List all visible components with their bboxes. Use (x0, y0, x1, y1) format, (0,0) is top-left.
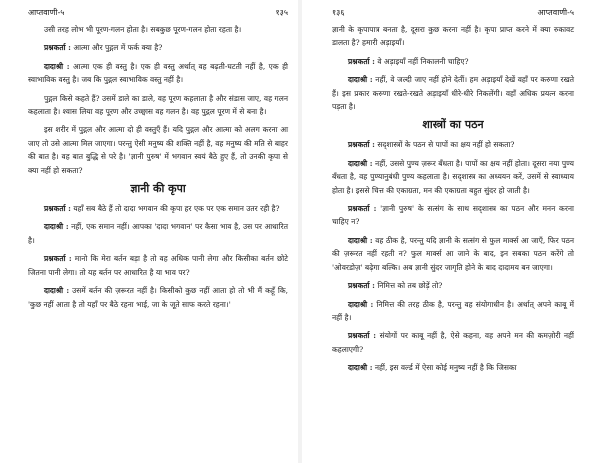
paragraph (28, 202, 288, 215)
left-body (28, 23, 288, 311)
speaker-label: दादाश्री : (44, 222, 69, 232)
paragraph (28, 284, 288, 311)
paragraph (28, 252, 288, 279)
speaker-label: दादाश्री : (44, 286, 70, 296)
paragraph-text: नहीं, एक समान नहीं। आपका 'दादा भगवान' पर कैसा भाव है, उस पर आधारित है। (28, 222, 288, 245)
paragraph (28, 123, 288, 177)
speaker-label: दादाश्री : (348, 299, 374, 309)
paragraph-text: आत्मा एक ही वस्तु है। एक ही वस्तु अर्थात् वह बढ़ती-घटती नहीं है, एक ही स्वाभाविक वस्तु है। जब कि पुद्गल स्वाभाविक वस्तु नहीं है। (28, 61, 288, 85)
paragraph (28, 23, 288, 36)
left-page (0, 0, 298, 463)
paragraph-text: निमित्त की तरह ठीक है, परन्तु वह संयोगाधीन है। अर्थात् अपने काबू में नहीं है। (332, 299, 574, 322)
right-page-header (332, 6, 574, 19)
paragraph (332, 234, 574, 274)
paragraph (332, 157, 574, 197)
speaker-label: प्रश्नकर्ता : (348, 140, 375, 150)
right-page-number: १३६ (332, 8, 345, 17)
paragraph-text: ज्ञानी के कृपापात्र बनता है, दूसरा कुछ करना नहीं है। कृपा प्राप्त करने में क्या रुकावट डालता है? हमारी अड़ाइयाँ। (332, 25, 574, 48)
paragraph (332, 202, 574, 229)
left-page-number: १३५ (275, 8, 288, 17)
speaker-label: प्रश्नकर्ता : (44, 204, 71, 214)
paragraph (28, 60, 288, 87)
speaker-label: दादाश्री : (348, 75, 373, 85)
paragraph-text: आत्मा और पुद्गल में फर्क क्या है? (70, 43, 163, 53)
paragraph-text: संयोगों पर काबू नहीं है, ऐसे कहना, वह अपने मन की कमज़ोरी नहीं कहलाएगी? (332, 331, 574, 354)
speaker-label: दादाश्री : (44, 61, 70, 71)
speaker-label: दादाश्री : (348, 158, 373, 168)
speaker-label: प्रश्नकर्ता : (348, 56, 375, 66)
speaker-label: प्रश्नकर्ता : (44, 254, 72, 264)
paragraph-text: इस शरीर में पुद्गल और आत्मा दो ही वस्तुएँ हैं। यदि पुद्गल और आत्मा को अलग करना आ जाए तो उसे आत्मा मिल जाएगा। परन्तु ऐसी मनुष्य की शक्ति नहीं है, वह मनुष्य की मति से बाहर की बात है। वह बात बुद्धि से परे है। 'ज्ञानी पुरुष' में भगवान स्वयं बैठे हुए हैं, तो उनकी कृपा से क्या नहीं हो सकता? (28, 125, 288, 175)
paragraph-text: वह ठीक है, परन्तु यदि ज्ञानी के सत्संग से फुल मार्क्स आ जाएँ, फिर पठन की ज़रूरत नहीं रहती न? फुल मार्क्स आ जाने के बाद, इन सबका पठन करेंगे तो 'ओवरडोज़' बढ़ेगा बल्कि। अब ज्ञानी सुंदर जागृति होने के बाद दादामय बन जाएगा। (332, 235, 575, 272)
paragraph-text: पुद्गल किसे कहते हैं? उसमें डाले का डाले, वह पूरण कहलाता है और संडास जाए, वह गलन कहलाता है। श्वास लिया वह पूरण और उच्छ्वास वह गलन है। वह पुद्गल पूरण में से बना है। (28, 93, 288, 117)
paragraph-text: नहीं, इस वर्ल्ड में ऐसा कोई मनुष्य नहीं है कि जिसका (372, 363, 517, 373)
speaker-label: दादाश्री : (348, 235, 373, 245)
paragraph (332, 279, 574, 292)
paragraph (332, 298, 574, 325)
speaker-label: दादाश्री : (348, 363, 373, 373)
paragraph-text: निमित्त को तब छोड़ें तो? (374, 281, 443, 291)
paragraph (28, 92, 288, 119)
speaker-label: प्रश्नकर्ता : (348, 204, 377, 214)
paragraph (28, 220, 288, 247)
paragraph-text: सद्शास्त्रों के पठन से पापों का क्षय नहीं हो सकता? (374, 140, 515, 150)
right-body (332, 23, 574, 375)
paragraph-text: वे अड़ाइयाँ नहीं निकालनी चाहिए? (374, 56, 469, 66)
left-page-header (28, 6, 288, 19)
paragraph-text: 'ज्ञानी पुरुष' के सत्संग के साथ सद्शास्त्र का पठन और मनन करना चाहिए न? (332, 204, 574, 227)
paragraph-text: यहाँ सब बैठे हैं तो दादा भगवान की कृपा हर एक पर एक समान उतर रही है? (70, 204, 280, 214)
paragraph-text: नहीं, उससे पुण्य ज़रूर बँधता है। पापों का क्षय नहीं होता। दूसरा नया पुण्य बँधता है, वह पुण्यानुबंधी पुण्य कहलाता है। सद्शास्त्र का अध्ययन करें, उसमें से स्वाध्याय होता है। इससे चित्त की एकाग्रता, मन की एकाग्रता बहुत सुंदर हो जाती है। (332, 158, 575, 195)
section-heading: ज्ञानी की कृपा (130, 182, 186, 196)
speaker-label: प्रश्नकर्ता : (348, 281, 375, 291)
paragraph (332, 138, 574, 151)
paragraph (332, 23, 574, 50)
speaker-label: प्रश्नकर्ता : (44, 43, 71, 53)
paragraph-text: मानो कि मेरा बर्तन बड़ा है तो वह अधिक पानी लेगा और किसीका बर्तन छोटे जितना पानी लेगा। तो यह बर्तन पर आधारित है या भाव पर? (28, 254, 288, 277)
paragraph-text: नहीं, वे जल्दी जाए नहीं होने देतीं। हम अड़ाइयाँ देखें वहाँ पर करुणा रखते हैं। इस प्रकार करुणा रखते-रखते अड़ाइयाँ धीरे-धीरे निकलेंगी। वहाँ अधिक प्रयत्न करना पड़ता है। (332, 75, 575, 112)
section-heading: शास्त्रों का पठन (422, 118, 484, 132)
paragraph (332, 73, 574, 113)
paragraph (332, 55, 574, 68)
paragraph (332, 361, 574, 374)
paragraph (332, 329, 574, 356)
speaker-label: प्रश्नकर्ता : (348, 331, 377, 341)
paragraph (28, 41, 288, 54)
left-header-title: आप्तवाणी-५ (28, 8, 65, 17)
right-page (302, 0, 600, 463)
paragraph-text: उसी तरह लोभ भी पूरण-गलन होता है। सबकुछ पूरण-गलन होता रहता है। (44, 25, 242, 34)
paragraph-text: उसमें बर्तन की ज़रूरत नहीं है। किसीको कुछ नहीं आता हो तो भी मैं कहूँ कि, 'कुछ नहीं आता है तो यहाँ पर बैठे रहना भाई, जा के जूते साफ करते रहना।' (28, 286, 288, 309)
right-header-title: आप्तवाणी-५ (537, 8, 574, 17)
